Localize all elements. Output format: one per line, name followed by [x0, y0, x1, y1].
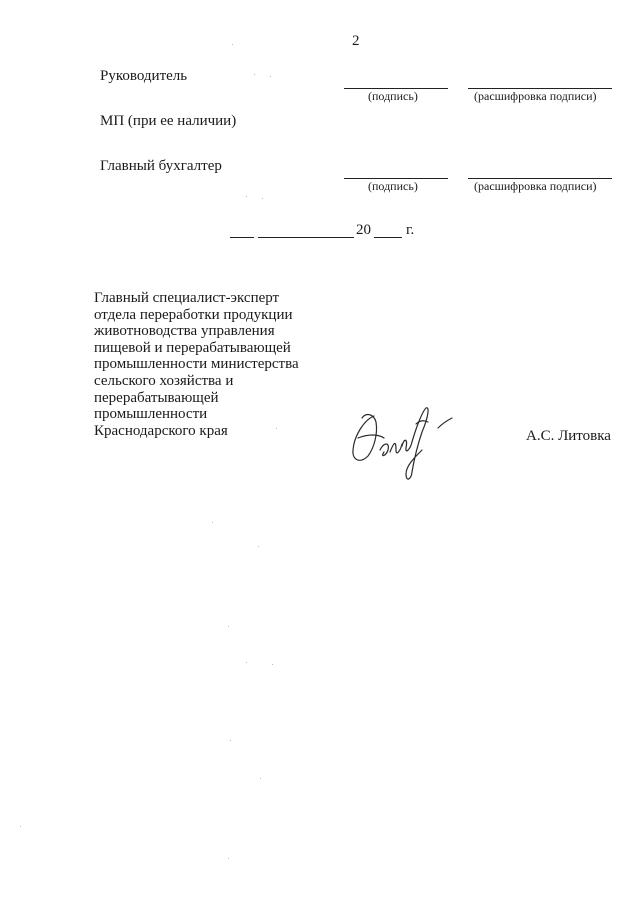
date-month-line — [258, 237, 354, 238]
date-year-prefix: 20 — [356, 222, 371, 238]
specialist-position: Главный специалист-эксперт отдела переработки продукции животноводства управления пищевой и перерабатывающей промышленности министерства сельского хозяйства и перерабатывающей промышленности Краснодарского края — [94, 290, 299, 439]
scan-speck — [246, 662, 247, 663]
scan-speck — [230, 740, 231, 741]
scan-speck — [254, 74, 255, 75]
scan-speck — [272, 664, 273, 665]
scan-speck — [228, 626, 229, 627]
accountant-decoding-caption: (расшифровка подписи) — [474, 179, 597, 193]
scan-speck — [258, 546, 259, 547]
specialist-name: А.С. Литовка — [526, 428, 611, 444]
scan-speck — [276, 428, 277, 429]
accountant-signature-caption: (подпись) — [368, 179, 418, 193]
head-label: Руководитель — [100, 68, 188, 84]
head-decoding-caption: (расшифровка подписи) — [474, 89, 597, 103]
scan-speck — [228, 858, 229, 859]
scan-speck — [246, 196, 247, 197]
accountant-label: Главный бухгалтер — [100, 158, 222, 174]
handwritten-signature — [344, 398, 456, 488]
scan-speck — [212, 522, 213, 523]
scan-speck — [232, 44, 233, 45]
head-signature-caption: (подпись) — [368, 89, 418, 103]
seal-label: МП (при ее наличии) — [100, 113, 237, 129]
scan-speck — [260, 778, 261, 779]
date-year-line — [374, 237, 402, 238]
scan-speck — [20, 826, 21, 827]
scan-speck — [270, 76, 271, 77]
date-year-suffix: г. — [406, 222, 415, 238]
date-day-line — [230, 237, 254, 238]
scan-speck — [262, 198, 263, 199]
page-number: 2 — [352, 33, 360, 49]
